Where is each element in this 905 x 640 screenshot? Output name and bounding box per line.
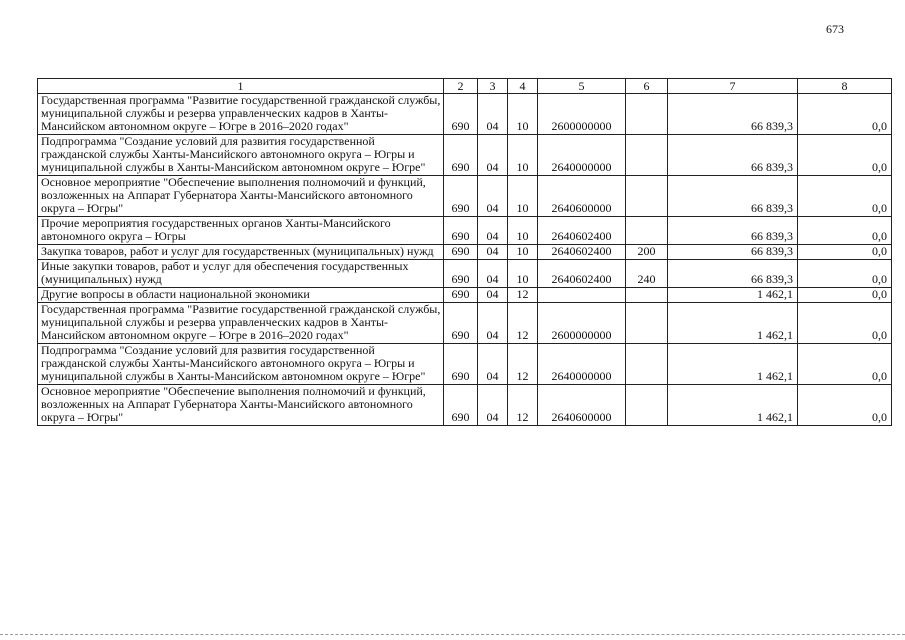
row-subsection-cell: 10: [508, 94, 538, 135]
row-name-cell: Подпрограмма "Создание условий для развития государственной гражданской службы Ханты-Мансийского автономного округа – Югры и муниципальной службы в Ханты-Мансийском автономном округе – Югре": [38, 135, 444, 176]
row-section-cell: 04: [478, 385, 508, 426]
row-extra-amount-cell: 0,0: [798, 135, 892, 176]
table-row: [38, 217, 892, 245]
row-target-article-cell: 2640602400: [538, 245, 626, 260]
row-code-cell: 690: [444, 135, 478, 176]
row-amount-cell: 66 839,3: [668, 245, 798, 260]
table-body: [38, 94, 892, 426]
row-name-cell: Государственная программа "Развитие государственной гражданской службы, муниципальной службы и резерва управленческих кадров в Ханты-Мансийском автономном округе – Югре в 2016–2020 годах": [38, 303, 444, 344]
header-col-4: 4: [508, 79, 538, 94]
header-col-6: 6: [626, 79, 668, 94]
row-section-cell: 04: [478, 260, 508, 288]
row-amount-cell: 1 462,1: [668, 288, 798, 303]
row-code-cell: 690: [444, 245, 478, 260]
row-name-cell: Прочие мероприятия государственных органов Ханты-Мансийского автономного округа – Югры: [38, 217, 444, 245]
table-row: [38, 385, 892, 426]
row-target-article-cell: [538, 288, 626, 303]
row-amount-cell: 66 839,3: [668, 94, 798, 135]
row-section-cell: 04: [478, 217, 508, 245]
row-target-article-cell: 2640600000: [538, 385, 626, 426]
row-expense-type-cell: [626, 135, 668, 176]
row-amount-cell: 66 839,3: [668, 176, 798, 217]
header-col-5: 5: [538, 79, 626, 94]
row-subsection-cell: 10: [508, 135, 538, 176]
row-extra-amount-cell: 0,0: [798, 260, 892, 288]
row-expense-type-cell: [626, 385, 668, 426]
row-code-cell: 690: [444, 344, 478, 385]
header-col-2: 2: [444, 79, 478, 94]
row-code-cell: 690: [444, 260, 478, 288]
table-row: [38, 260, 892, 288]
row-subsection-cell: 10: [508, 217, 538, 245]
row-subsection-cell: 12: [508, 344, 538, 385]
header-col-3: 3: [478, 79, 508, 94]
header-row: [38, 79, 892, 94]
row-extra-amount-cell: 0,0: [798, 217, 892, 245]
row-amount-cell: 1 462,1: [668, 344, 798, 385]
row-name-cell: Другие вопросы в области национальной экономики: [38, 288, 444, 303]
row-extra-amount-cell: 0,0: [798, 288, 892, 303]
row-name-cell: Иные закупки товаров, работ и услуг для обеспечения государственных (муниципальных) нужд: [38, 260, 444, 288]
row-subsection-cell: 10: [508, 245, 538, 260]
row-section-cell: 04: [478, 94, 508, 135]
row-code-cell: 690: [444, 288, 478, 303]
row-target-article-cell: 2640602400: [538, 217, 626, 245]
row-amount-cell: 66 839,3: [668, 135, 798, 176]
row-expense-type-cell: [626, 288, 668, 303]
row-section-cell: 04: [478, 176, 508, 217]
row-code-cell: 690: [444, 385, 478, 426]
row-code-cell: 690: [444, 303, 478, 344]
page-number: 673: [826, 22, 844, 36]
table-row: [38, 135, 892, 176]
row-expense-type-cell: 200: [626, 245, 668, 260]
row-subsection-cell: 12: [508, 385, 538, 426]
row-code-cell: 690: [444, 176, 478, 217]
row-name-cell: Основное мероприятие "Обеспечение выполнения полномочий и функций, возложенных на Аппарат Губернатора Ханты-Мансийского автономного округа – Югры": [38, 385, 444, 426]
row-expense-type-cell: [626, 344, 668, 385]
row-expense-type-cell: [626, 217, 668, 245]
row-extra-amount-cell: 0,0: [798, 385, 892, 426]
table-row: [38, 344, 892, 385]
row-section-cell: 04: [478, 245, 508, 260]
row-name-cell: Основное мероприятие "Обеспечение выполнения полномочий и функций, возложенных на Аппарат Губернатора Ханты-Мансийского автономного округа – Югры": [38, 176, 444, 217]
row-expense-type-cell: [626, 176, 668, 217]
row-amount-cell: 66 839,3: [668, 217, 798, 245]
row-section-cell: 04: [478, 135, 508, 176]
row-code-cell: 690: [444, 217, 478, 245]
budget-table: [37, 78, 892, 426]
row-target-article-cell: 2640000000: [538, 135, 626, 176]
table-row: [38, 94, 892, 135]
row-name-cell: Государственная программа "Развитие государственной гражданской службы, муниципальной службы и резерва управленческих кадров в Ханты-Мансийском автономном округе – Югре в 2016–2020 годах": [38, 94, 444, 135]
header-col-1: 1: [38, 79, 444, 94]
row-extra-amount-cell: 0,0: [798, 344, 892, 385]
row-expense-type-cell: 240: [626, 260, 668, 288]
scan-edge-divider: [0, 634, 905, 637]
row-expense-type-cell: [626, 303, 668, 344]
row-name-cell: Подпрограмма "Создание условий для развития государственной гражданской службы Ханты-Мансийского автономного округа – Югры и муниципальной службы в Ханты-Мансийском автономном округе – Югре": [38, 344, 444, 385]
row-amount-cell: 1 462,1: [668, 385, 798, 426]
row-expense-type-cell: [626, 94, 668, 135]
row-amount-cell: 1 462,1: [668, 303, 798, 344]
row-subsection-cell: 10: [508, 260, 538, 288]
table-row: [38, 245, 892, 260]
table-row: [38, 303, 892, 344]
row-subsection-cell: 10: [508, 176, 538, 217]
row-target-article-cell: 2640000000: [538, 344, 626, 385]
row-extra-amount-cell: 0,0: [798, 245, 892, 260]
table-row: [38, 288, 892, 303]
row-name-cell: Закупка товаров, работ и услуг для государственных (муниципальных) нужд: [38, 245, 444, 260]
row-target-article-cell: 2640602400: [538, 260, 626, 288]
header-col-8: 8: [798, 79, 892, 94]
table-header: [38, 79, 892, 94]
row-target-article-cell: 2600000000: [538, 303, 626, 344]
row-code-cell: 690: [444, 94, 478, 135]
row-subsection-cell: 12: [508, 288, 538, 303]
header-col-7: 7: [668, 79, 798, 94]
row-amount-cell: 66 839,3: [668, 260, 798, 288]
table-row: [38, 176, 892, 217]
row-extra-amount-cell: 0,0: [798, 176, 892, 217]
row-subsection-cell: 12: [508, 303, 538, 344]
row-section-cell: 04: [478, 288, 508, 303]
row-target-article-cell: 2600000000: [538, 94, 626, 135]
row-section-cell: 04: [478, 344, 508, 385]
row-target-article-cell: 2640600000: [538, 176, 626, 217]
row-section-cell: 04: [478, 303, 508, 344]
row-extra-amount-cell: 0,0: [798, 94, 892, 135]
row-extra-amount-cell: 0,0: [798, 303, 892, 344]
